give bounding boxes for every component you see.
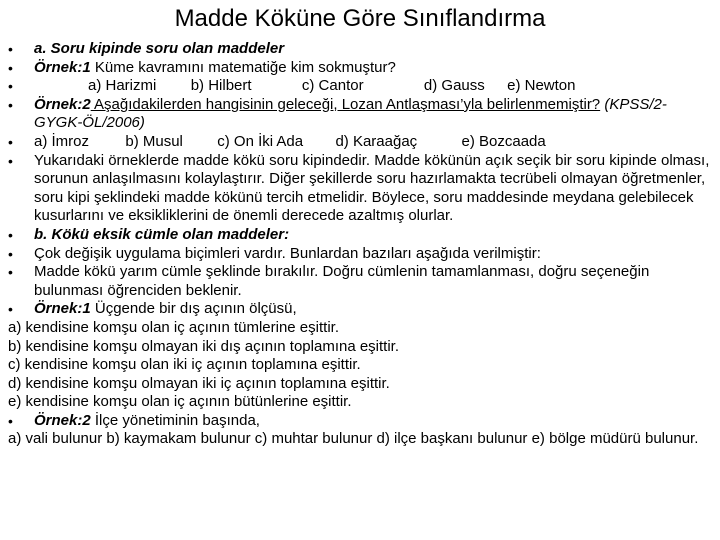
section-a-heading: [8, 40, 714, 59]
option: e) Newton: [507, 77, 576, 95]
section-a-heading-text: a. Soru kipinde soru olan maddeler: [34, 40, 285, 57]
option: a) Harizmi: [88, 77, 157, 95]
example-source: (KPSS/2-GYGK-ÖL/2006): [34, 95, 667, 132]
option: c) kendisine komşu olan iki iç açının toplamına eşittir.: [8, 356, 361, 374]
option: b) Hilbert: [190, 77, 252, 95]
option: a) İmroz: [34, 132, 90, 150]
option: e) kendisine komşu olan iç açının bütünlerine eşittir.: [8, 393, 352, 411]
option: e) Bozcaada: [461, 132, 546, 150]
option: c) On İki Ada: [217, 132, 304, 150]
option: c) Cantor: [301, 77, 364, 95]
section-a-example-2-options: [8, 133, 714, 152]
section-b-intro: • Çok değişik uygulama biçimleri vardır. Bunlardan bazıları aşağıda verilmiştir:: [8, 245, 714, 264]
example-label: Örnek:2: [34, 411, 91, 429]
option: d) Karaağaç: [335, 132, 418, 150]
section-b-heading-text: b. Kökü eksik cümle olan maddeler:: [34, 225, 290, 243]
section-a-explanation: • Yukarıdaki örneklerde madde kökü soru kipindedir. Madde kökünün açık seçik bir soru kipinde olması, sorunun anlaşılmasını kolaylaştırır. Diğer şekillerde soru hazırlamakta tecrübeli olmayan öğretmenler, soru kipi şeklindeki madde kökünü tercih etmelidir. Böylece, soru maddesinde meydana gelebilecek kusurlarını ve eksikliklerini de önemli derecede azaltmış olurlar.: [8, 152, 714, 226]
slide-title: Madde Köküne Göre Sınıflandırma: [174, 5, 546, 32]
section-b-explanation: • Madde kökü yarım cümle şeklinde bırakılır. Doğru cümlenin tamamlanması, doğru seçeneğin bulunması öğrenciden beklenir.: [8, 263, 714, 300]
slide-content: [8, 40, 714, 449]
example-question: İlçe yönetiminin başında,: [90, 411, 260, 429]
section-b-example-2-options: a) vali bulunur b) kaymakam bulunur c) muhtar bulunur d) ilçe başkanı bulunur e) bölge müdürü bulunur.: [8, 430, 699, 448]
example-label: Örnek:2: [34, 95, 91, 113]
section-a-example-1-options: [8, 77, 714, 96]
section-b-example-1: [8, 300, 714, 319]
option: d) kendisine komşu olmayan iki iç açının toplamına eşittir.: [8, 374, 390, 392]
option: b) kendisine komşu olmayan iki dış açının toplamına eşittir.: [8, 337, 400, 355]
section-a-example-1: [8, 59, 714, 78]
example-label: Örnek:1: [34, 58, 91, 76]
example-question: Üçgende bir dış açının ölçüsü,: [90, 300, 297, 318]
section-b-heading: [8, 226, 714, 245]
section-a-example-2: [8, 96, 714, 133]
option: d) Gauss: [423, 77, 485, 95]
option: a) kendisine komşu olan iç açının tümlerine eşittir.: [8, 318, 339, 336]
example-label: Örnek:1: [34, 300, 91, 318]
option: b) Musul: [125, 132, 183, 150]
example-question: Küme kavramını matematiğe kim sokmuştur?: [90, 58, 396, 76]
example-question: Aşağıdakilerden hangisinin geleceği, Lozan Antlaşması’yla belirlenmemiştir?: [90, 95, 601, 113]
section-b-example-2: [8, 412, 714, 431]
